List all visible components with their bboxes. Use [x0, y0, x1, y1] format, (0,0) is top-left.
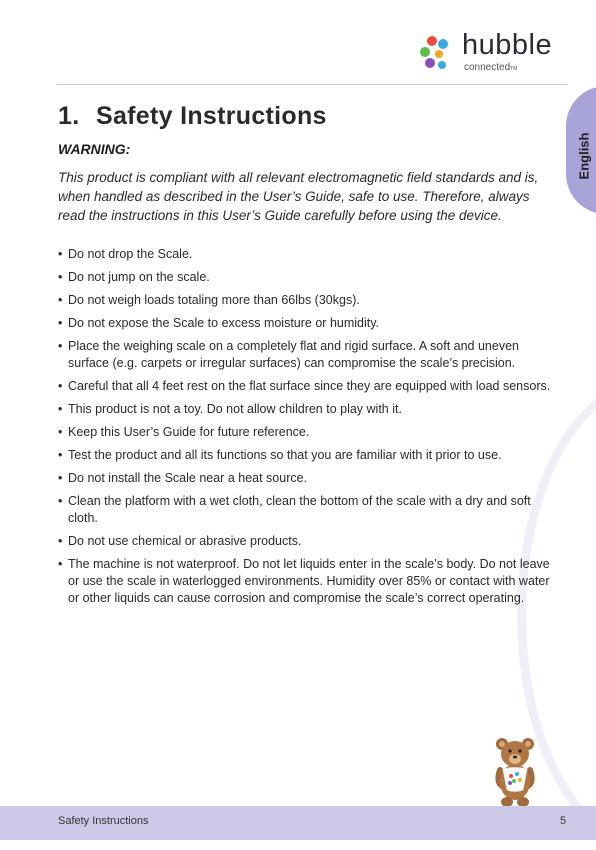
list-item [58, 269, 562, 286]
bullet-icon: • [58, 557, 63, 571]
list-item [58, 470, 562, 487]
bullet-icon: • [58, 247, 63, 261]
page-number: 5 [560, 815, 567, 827]
trademark-mark: TM [510, 66, 518, 72]
list-item-text: Careful that all 4 feet rest on the flat surface since they are equipped with load sensors. [68, 379, 551, 393]
list-item [58, 424, 562, 441]
list-item-text: Test the product and all its functions so that you are familiar with it prior to use. [68, 448, 502, 462]
section-title: Safety Instructions [96, 102, 327, 130]
warning-heading: WARNING: [58, 141, 131, 157]
list-item-text: Do not weigh loads totaling more than 66lbs (30kgs). [68, 293, 360, 307]
list-item [58, 533, 562, 550]
bullet-icon: • [58, 471, 63, 485]
bullet-icon: • [58, 339, 63, 353]
bullet-icon: • [58, 293, 63, 307]
bullet-icon: • [58, 448, 63, 462]
hubble-dots-icon [418, 32, 458, 76]
bullet-icon: • [58, 316, 63, 330]
list-item-text: This product is not a toy. Do not allow children to play with it. [68, 402, 402, 416]
footer-section-label: Safety Instructions [58, 815, 149, 827]
list-item-text: Do not drop the Scale. [68, 247, 193, 261]
list-item-text: The machine is not waterproof. Do not let liquids enter in the scale’s body. Do not leave or use the scale in waterlogged environments. Humidity over 85% or contact with water or other liquids can cause corrosion and compromise the scale’s correct operating. [68, 557, 550, 605]
bullet-icon: • [58, 402, 63, 416]
warning-intro: This product is compliant with all relevant electromagnetic field standards and is, when handled as described in the User’s Guide, safe to use. Therefore, always read the instructions in this User’s Guide carefully before using the device. [58, 170, 539, 223]
instruction-list [58, 246, 562, 613]
list-item-text: Keep this User’s Guide for future reference. [68, 425, 310, 439]
list-item-text: Do not expose the Scale to excess moisture or humidity. [68, 316, 380, 330]
bullet-icon: • [58, 534, 63, 548]
logo-tagline-text: connected [464, 62, 511, 73]
list-item [58, 447, 562, 464]
list-item [58, 493, 562, 527]
header-divider [57, 84, 567, 85]
list-item-text: Do not install the Scale near a heat source. [68, 471, 308, 485]
bullet-icon: • [58, 425, 63, 439]
teddy-bear-mascot [492, 736, 538, 808]
list-item [58, 338, 562, 372]
hubble-connected-logo [418, 29, 570, 76]
list-item-text: Clean the platform with a wet cloth, clean the bottom of the scale with a dry and soft cloth. [68, 494, 531, 525]
list-item [58, 315, 562, 332]
list-item [58, 292, 562, 309]
logo-wordmark: hubble [462, 29, 553, 61]
list-item [58, 401, 562, 418]
list-item [58, 556, 562, 607]
list-item-text: Place the weighing scale on a completely flat and rigid surface. A soft and uneven surface (e.g. carpets or irregular surfaces) can compromise the scale’s precision. [68, 339, 519, 370]
list-item [58, 246, 562, 263]
language-tab-label: English [576, 132, 592, 180]
list-item-text: Do not jump on the scale. [68, 270, 210, 284]
bullet-icon: • [58, 270, 63, 284]
list-item-text: Do not use chemical or abrasive products. [68, 534, 302, 548]
section-number: 1. [58, 102, 80, 130]
bullet-icon: • [58, 379, 63, 393]
logo-tagline [464, 62, 517, 75]
page-title [58, 100, 327, 132]
list-item [58, 378, 562, 395]
bullet-icon: • [58, 494, 63, 508]
